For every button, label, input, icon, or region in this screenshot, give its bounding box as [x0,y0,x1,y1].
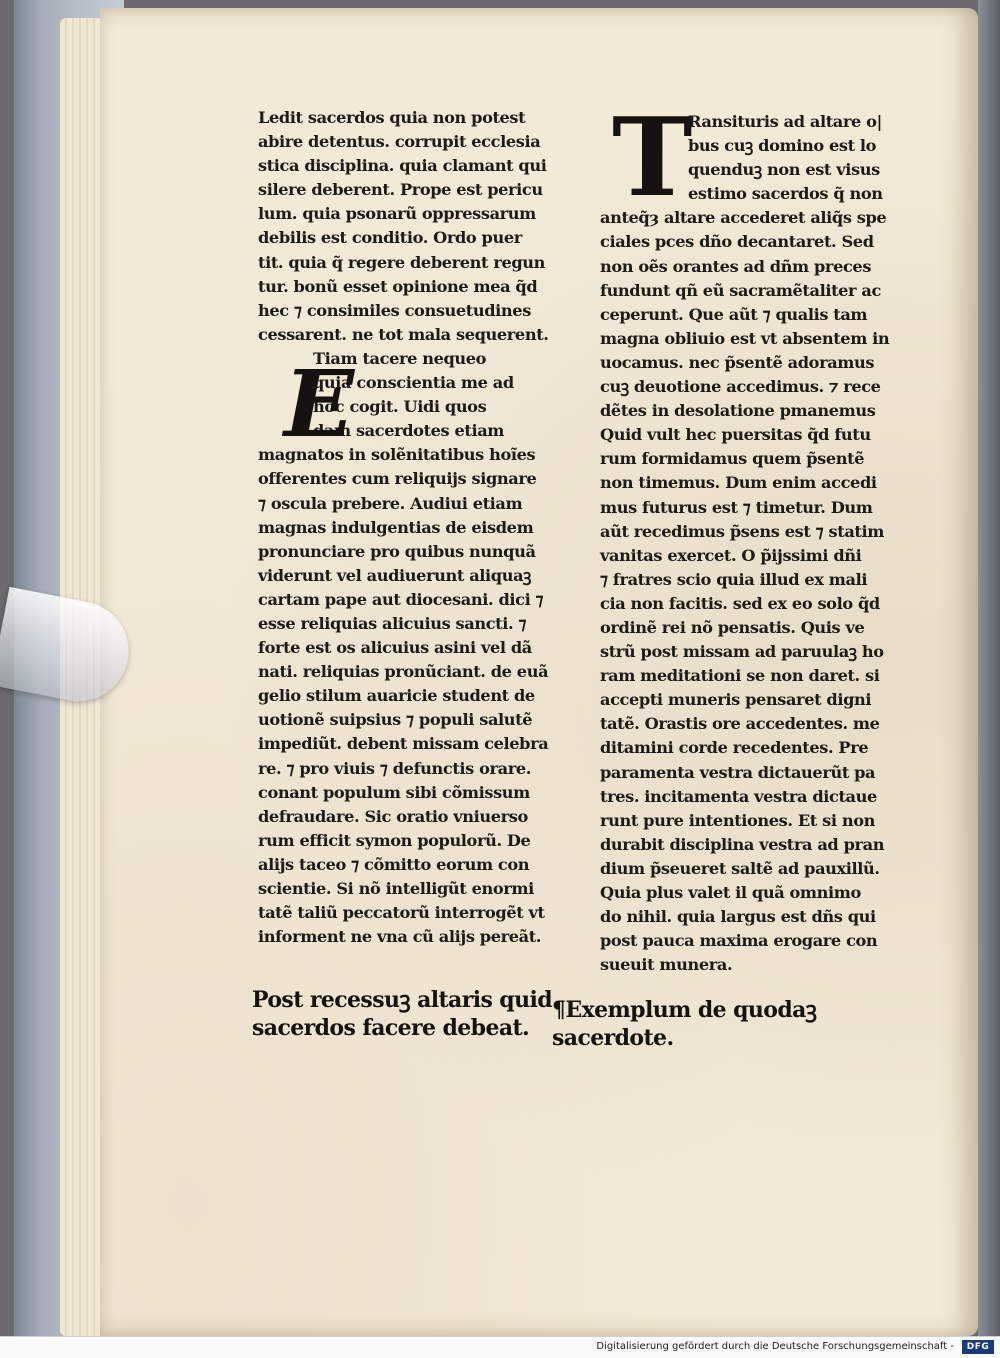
text-line: sueuit munera. [600,955,733,975]
text-line: ditamini corde recedentes. Pre [600,738,869,758]
text-line: Ransituris ad altare o| [688,112,883,131]
text-line: stica disciplina. quia clamant qui [258,156,547,176]
text-line: cartam pape aut diocesani. dici ⁊ [258,589,544,609]
text-line: accepti muneris pensaret digni [600,690,872,710]
text-line: pronunciare pro quibus nunquã [258,541,536,561]
text-line: tatẽ taliũ peccatorũ interrogẽt vt [258,903,545,923]
text-line: hoc cogit. Uidi quos [313,397,487,417]
text-line: uocamus. nec p̃sentẽ adoramus [600,352,875,372]
section-heading-left [252,986,552,1042]
text-line: rum efficit symon populorũ. De [258,830,531,850]
section-heading-right [552,996,816,1052]
text-line: scientie. Si nõ intelligũt enormi [258,879,534,898]
left-column [258,106,603,949]
text-line: tres. incitamenta vestra dictaue [600,786,877,806]
text-line: ciales pces dño decantaret. Sed [600,232,874,252]
text-line: Quia plus valet il quã omnimo [600,883,861,902]
footer-bar [0,1336,1000,1358]
text-line: defraudare. Sic oratio vniuerso [258,806,528,826]
text-line: dium p̃seueret saltẽ ad pauxillũ. [600,858,880,878]
text-line: abire detentus. corrupit ecclesia [258,132,541,152]
drop-cap-t: T [612,95,693,221]
text-line: Ledit sacerdos quia non potest [258,108,526,127]
text-line: impediũt. debent missam celebra [258,734,549,754]
heading-line: sacerdote. [552,1025,674,1051]
text-line: dam sacerdotes etiam [313,421,505,441]
text-line: do nihil. quia largus est dñs qui [600,907,876,927]
text-line: non timemus. Dum enim accedi [600,473,877,493]
text-line: hec ⁊ consimiles consuetudines [258,300,531,320]
text-line: quenduꝫ non est visus [688,160,880,180]
text-line: Tiam tacere nequeo [313,348,487,368]
text-line: lum. quia psonarũ oppressarum [258,204,536,224]
text-line: runt pure intentiones. Et si non [600,810,875,830]
text-line: gelio stilum auaricie student de [258,686,535,706]
dfg-logo: DFG [962,1340,994,1354]
text-line: silere deberent. Prope est pericu [258,180,543,200]
text-line: cia non facitis. sed ex eo solo q̃d [600,593,880,613]
text-line: re. ⁊ pro viuis ⁊ defunctis orare. [258,758,531,778]
text-line: durabit disciplina vestra ad pran [600,834,885,854]
text-line: ceperunt. Que aũt ⁊ qualis tam [600,304,868,324]
text-line: magnatos in solẽnitatibus hoĩes [258,445,536,465]
text-line: aũt recedimus p̃sens est ⁊ statim [600,521,884,541]
text-line: paramenta vestra dictauerũt pa [600,762,876,782]
heading-line: Post recessuꝫ altaris quid [252,987,553,1013]
heading-line: ¶Exemplum de quodaꝫ [552,997,817,1023]
text-line: ordinẽ rei nõ pensatis. Quis ve [600,617,865,637]
text-line: debilis est conditio. Ordo puer [258,228,522,248]
text-line: mus futurus est ⁊ timetur. Dum [600,497,873,517]
text-line: offerentes cum reliquijs signare [258,469,537,489]
text-line: cuꝫ deuotione accedimus. ⁊ rece [600,377,881,397]
text-line: magnas indulgentias de eisdem [258,517,534,537]
text-line: tatẽ. Orastis ore accedentes. me [600,714,880,734]
text-line: alijs taceo ⁊ cõmitto eorum con [258,854,530,874]
text-line: magna obliuio est vt absentem in [600,328,890,348]
text-line: ram meditationi se non daret. si [600,666,880,686]
text-line: fundunt qñ eũ sacramẽtaliter ac [600,280,881,300]
text-line: viderunt vel audiuerunt aliquaꝫ [258,565,532,585]
text-line: anteq̃ȝ altare accederet aliq̃s spe [600,208,887,228]
text-line: dẽtes in desolatione pmanemus [600,401,876,421]
text-line: rum formidamus quem p̃sentẽ [600,449,865,469]
text-line: forte est os alicuius asini vel dã [258,638,532,658]
text-line: nati. reliquias pronũciant. de euã [258,662,549,682]
text-line: esse reliquias alicuius sancti. ⁊ [258,613,527,633]
text-line: Quid vult hec puersitas q̃d futu [600,425,871,445]
book-cover-right [978,0,1000,1336]
text-line: vanitas exercet. O p̃ijssimi dñi [600,545,862,565]
text-line: non oẽs orantes ad dñm preces [600,256,872,276]
text-line: informent ne vna cũ alijs pereãt. [258,927,542,947]
text-line: conant populum sibi cõmissum [258,782,530,802]
text-line: uotionẽ suipsius ⁊ populi salutẽ [258,710,533,730]
text-line: post pauca maxima erogare con [600,931,878,951]
right-column [600,110,920,977]
text-line: quia conscientia me ad [313,373,514,393]
funding-credit: Digitalisierung gefördert durch die Deutsche Forschungsgemeinschaft - [596,1341,954,1352]
text-line: cessarent. ne tot mala sequerent. [258,324,549,344]
drop-cap-e: E [284,350,355,458]
text-line: ⁊ fratres scio quia illud ex mali [600,569,868,589]
text-line: ⁊ oscula prebere. Audiui etiam [258,493,523,513]
text-line: bus cuꝫ domino est lo [688,136,877,156]
text-line: estimo sacerdos q̃ non [688,184,883,204]
text-line: strũ post missam ad paruulaꝫ ho [600,642,884,662]
heading-line: sacerdos facere debeat. [252,1015,530,1041]
text-line: tur. bonũ esset opinione mea q̃d [258,276,538,296]
text-line: tit. quia q̃ regere deberent regun [258,252,546,272]
